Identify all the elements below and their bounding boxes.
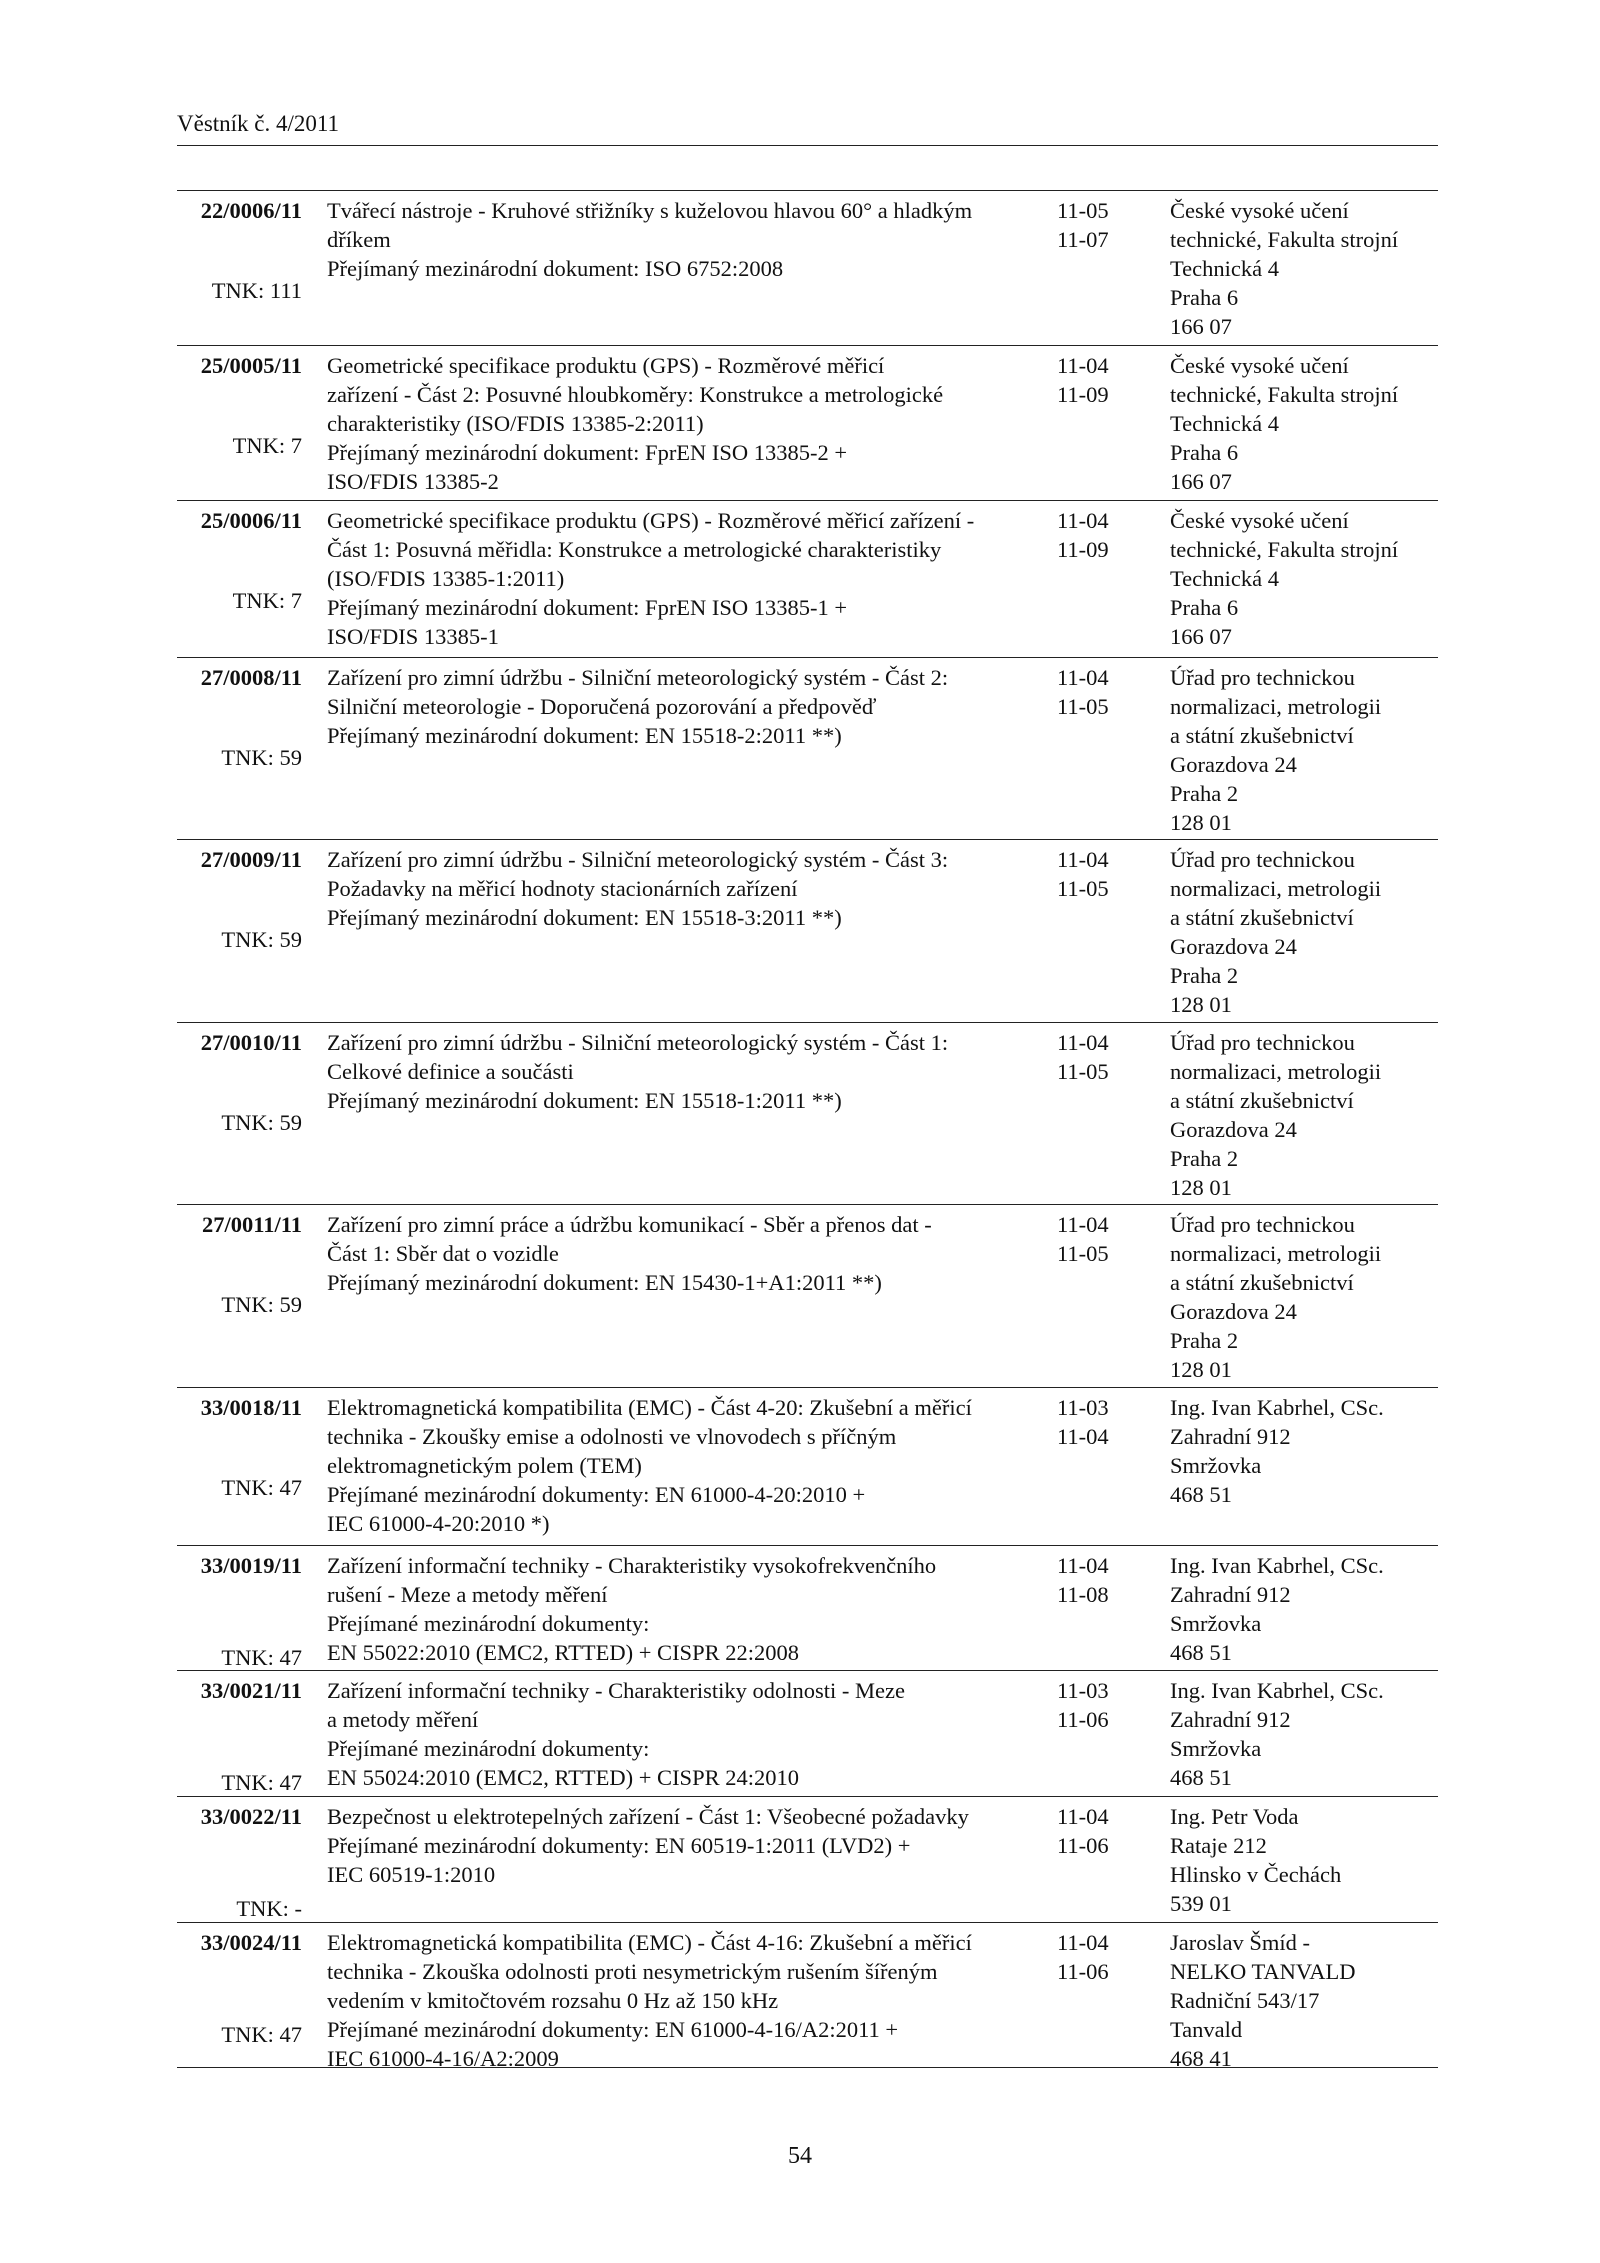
date-line: 11-04 [1057, 508, 1109, 533]
address-line: Ing. Ivan Kabrhel, CSc. [1170, 1678, 1384, 1703]
table-row [177, 1022, 1438, 1204]
date-line: 11-05 [1057, 1059, 1109, 1084]
date-line: 11-07 [1057, 227, 1109, 252]
address-line: Smržovka [1170, 1736, 1262, 1761]
table-row [177, 1796, 1438, 1922]
address-line: Gorazdova 24 [1170, 934, 1297, 959]
title-line: EN 55022:2010 (EMC2, RTTED) + CISPR 22:2008 [327, 1640, 799, 1665]
title-line: Zařízení informační techniky - Charakteristiky vysokofrekvenčního [327, 1553, 937, 1578]
date-line: 11-05 [1057, 694, 1109, 719]
standard-title-cell [327, 1551, 1037, 1667]
title-line: Zařízení pro zimní údržbu - Silniční meteorologický systém - Část 2: [327, 665, 949, 690]
processor-address-cell [1170, 351, 1438, 496]
title-line: Přejímaný mezinárodní dokument: FprEN ISO 13385-2 + [327, 440, 848, 465]
address-line: Tanvald [1170, 2017, 1243, 2042]
title-line: Přejímaný mezinárodní dokument: ISO 6752:2008 [327, 256, 784, 281]
address-line: normalizaci, metrologii [1170, 1059, 1382, 1084]
address-line: Gorazdova 24 [1170, 1117, 1297, 1142]
dates-cell [1057, 351, 1147, 409]
address-line: Praha 6 [1170, 440, 1239, 465]
address-line: a státní zkušebnictví [1170, 905, 1354, 930]
table-row [177, 1922, 1438, 2071]
dates-cell [1057, 1802, 1147, 1860]
address-line: Technická 4 [1170, 256, 1279, 281]
record-id-cell [177, 1802, 302, 1921]
address-line: 128 01 [1170, 810, 1232, 835]
title-line: Elektromagnetická kompatibilita (EMC) - Část 4-16: Zkušební a měřicí [327, 1930, 972, 1955]
record-number: 33/0022/11 [200, 1804, 302, 1829]
title-line: EN 55024:2010 (EMC2, RTTED) + CISPR 24:2010 [327, 1765, 799, 1790]
record-number: 27/0010/11 [200, 1030, 302, 1055]
standard-title-cell [327, 1210, 1037, 1297]
dates-cell [1057, 1928, 1147, 1986]
record-id-cell [177, 1393, 302, 1500]
address-line: Úřad pro technickou [1170, 665, 1355, 690]
standard-title-cell [327, 845, 1037, 932]
date-line: 11-09 [1057, 382, 1109, 407]
record-id-cell [177, 1028, 302, 1135]
address-line: Zahradní 912 [1170, 1707, 1291, 1732]
address-line: 539 01 [1170, 1891, 1232, 1916]
address-line: Jaroslav Šmíd - [1170, 1930, 1310, 1955]
title-line: zařízení - Část 2: Posuvné hloubkoměry: Konstrukce a metrologické [327, 382, 944, 407]
record-number: 25/0005/11 [200, 353, 302, 378]
date-line: 11-04 [1057, 1424, 1109, 1449]
dates-cell [1057, 663, 1147, 721]
table-row [177, 839, 1438, 1022]
title-line: Přejímané mezinárodní dokumenty: EN 60519-1:2011 (LVD2) + [327, 1833, 911, 1858]
record-number: 22/0006/11 [200, 198, 302, 223]
address-line: Praha 6 [1170, 595, 1239, 620]
title-line: Požadavky na měřicí hodnoty stacionárních zařízení [327, 876, 798, 901]
record-id-cell [177, 1551, 302, 1670]
record-number: 27/0011/11 [201, 1212, 302, 1237]
date-line: 11-06 [1057, 1959, 1109, 1984]
title-line: Přejímané mezinárodní dokumenty: EN 61000-4-20:2010 + [327, 1482, 866, 1507]
title-line: ISO/FDIS 13385-1 [327, 624, 499, 649]
date-line: 11-04 [1057, 1030, 1109, 1055]
address-line: Gorazdova 24 [1170, 1299, 1297, 1324]
address-line: Praha 2 [1170, 781, 1239, 806]
address-line: Ing. Ivan Kabrhel, CSc. [1170, 1553, 1384, 1578]
processor-address-cell [1170, 1676, 1438, 1792]
standard-title-cell [327, 1676, 1037, 1792]
standard-title-cell [327, 1928, 1037, 2073]
address-line: Praha 2 [1170, 1146, 1239, 1171]
dates-cell [1057, 845, 1147, 903]
title-line: Část 1: Sběr dat o vozidle [327, 1241, 559, 1266]
title-line: Přejímaný mezinárodní dokument: EN 15518-3:2011 **) [327, 905, 842, 930]
processor-address-cell [1170, 1928, 1438, 2073]
address-line: Praha 6 [1170, 285, 1239, 310]
address-line: normalizaci, metrologii [1170, 876, 1382, 901]
title-line: Přejímané mezinárodní dokumenty: [327, 1736, 650, 1761]
date-line: 11-08 [1057, 1582, 1109, 1607]
tnk-code: TNK: 47 [221, 1475, 302, 1500]
record-id-cell [177, 1676, 302, 1795]
title-line: Zařízení pro zimní údržbu - Silniční meteorologický systém - Část 3: [327, 847, 949, 872]
dates-cell [1057, 1028, 1147, 1086]
tnk-code: TNK: 111 [211, 278, 302, 303]
title-line: rušení - Meze a metody měření [327, 1582, 608, 1607]
date-line: 11-04 [1057, 1804, 1109, 1829]
address-line: České vysoké učení [1170, 198, 1349, 223]
title-line: IEC 60519-1:2010 [327, 1862, 496, 1887]
address-line: 468 51 [1170, 1640, 1232, 1665]
standards-table [177, 190, 1438, 2071]
date-line: 11-09 [1057, 537, 1109, 562]
table-row [177, 345, 1438, 500]
tnk-code: TNK: 59 [221, 927, 302, 952]
record-id-cell [177, 351, 302, 458]
record-number: 33/0024/11 [200, 1930, 302, 1955]
processor-address-cell [1170, 845, 1438, 1019]
title-line: Silniční meteorologie - Doporučená pozorování a předpověď [327, 694, 877, 719]
title-line: Přejímaný mezinárodní dokument: FprEN ISO 13385-1 + [327, 595, 848, 620]
record-id-cell [177, 845, 302, 952]
record-id-cell [177, 1928, 302, 2047]
date-line: 11-06 [1057, 1707, 1109, 1732]
record-number: 27/0008/11 [200, 665, 302, 690]
table-row [177, 1545, 1438, 1670]
address-line: normalizaci, metrologii [1170, 1241, 1382, 1266]
processor-address-cell [1170, 1028, 1438, 1202]
address-line: technické, Fakulta strojní [1170, 227, 1399, 252]
table-row [177, 657, 1438, 839]
address-line: NELKO TANVALD [1170, 1959, 1356, 1984]
address-line: Zahradní 912 [1170, 1582, 1291, 1607]
address-line: 128 01 [1170, 992, 1232, 1017]
address-line: a státní zkušebnictví [1170, 1270, 1354, 1295]
standard-title-cell [327, 351, 1037, 496]
page-number: 54 [788, 2143, 812, 2169]
record-id-cell [177, 506, 302, 613]
processor-address-cell [1170, 196, 1438, 341]
standard-title-cell [327, 1028, 1037, 1115]
title-line: charakteristiky (ISO/FDIS 13385-2:2011) [327, 411, 704, 436]
address-line: České vysoké učení [1170, 508, 1349, 533]
title-line: (ISO/FDIS 13385-1:2011) [327, 566, 565, 591]
address-line: a státní zkušebnictví [1170, 1088, 1354, 1113]
address-line: technické, Fakulta strojní [1170, 382, 1399, 407]
title-line: vedením v kmitočtovém rozsahu 0 Hz až 150 kHz [327, 1988, 779, 2013]
record-number: 25/0006/11 [200, 508, 302, 533]
date-line: 11-03 [1057, 1395, 1109, 1420]
standard-title-cell [327, 1393, 1037, 1538]
tnk-code: TNK: 59 [221, 745, 302, 770]
address-line: Praha 2 [1170, 963, 1239, 988]
address-line: Radniční 543/17 [1170, 1988, 1320, 2013]
processor-address-cell [1170, 663, 1438, 837]
processor-address-cell [1170, 1802, 1438, 1918]
address-line: Hlinsko v Čechách [1170, 1862, 1342, 1887]
title-line: Geometrické specifikace produktu (GPS) - Rozměrové měřicí [327, 353, 885, 378]
date-line: 11-04 [1057, 353, 1109, 378]
title-line: Přejímaný mezinárodní dokument: EN 15518-1:2011 **) [327, 1088, 842, 1113]
record-number: 27/0009/11 [200, 847, 302, 872]
standard-title-cell [327, 663, 1037, 750]
date-line: 11-04 [1057, 847, 1109, 872]
record-id-cell [177, 1210, 302, 1317]
address-line: technické, Fakulta strojní [1170, 537, 1399, 562]
record-number: 33/0019/11 [200, 1553, 302, 1578]
table-row [177, 1670, 1438, 1796]
title-line: Bezpečnost u elektrotepelných zařízení - Část 1: Všeobecné požadavky [327, 1804, 969, 1829]
title-line: Celkové definice a součásti [327, 1059, 574, 1084]
title-line: Tvářecí nástroje - Kruhové střižníky s kuželovou hlavou 60° a hladkým [327, 198, 973, 223]
tnk-code: TNK: 47 [221, 1645, 302, 1670]
record-number: 33/0018/11 [200, 1395, 302, 1420]
address-line: Úřad pro technickou [1170, 847, 1355, 872]
dates-cell [1057, 1551, 1147, 1609]
title-line: technika - Zkoušky emise a odolnosti ve vlnovodech s příčným [327, 1424, 897, 1449]
table-row [177, 500, 1438, 657]
title-line: IEC 61000-4-20:2010 *) [327, 1511, 550, 1536]
address-line: Smržovka [1170, 1611, 1262, 1636]
table-row [177, 1387, 1438, 1545]
address-line: Ing. Ivan Kabrhel, CSc. [1170, 1395, 1384, 1420]
title-line: Přejímané mezinárodní dokumenty: [327, 1611, 650, 1636]
tnk-code: TNK: 59 [221, 1110, 302, 1135]
address-line: Praha 2 [1170, 1328, 1239, 1353]
date-line: 11-05 [1057, 1241, 1109, 1266]
address-line: 128 01 [1170, 1175, 1232, 1200]
title-line: Elektromagnetická kompatibilita (EMC) - Část 4-20: Zkušební a měřicí [327, 1395, 972, 1420]
address-line: České vysoké učení [1170, 353, 1349, 378]
title-line: Zařízení informační techniky - Charakteristiky odolnosti - Meze [327, 1678, 905, 1703]
date-line: 11-05 [1057, 876, 1109, 901]
title-line: technika - Zkouška odolnosti proti nesymetrickým rušením šířeným [327, 1959, 938, 1984]
record-number: 33/0021/11 [200, 1678, 302, 1703]
processor-address-cell [1170, 1551, 1438, 1667]
date-line: 11-06 [1057, 1833, 1109, 1858]
address-line: Ing. Petr Voda [1170, 1804, 1299, 1829]
address-line: 468 41 [1170, 2046, 1232, 2071]
date-line: 11-04 [1057, 665, 1109, 690]
date-line: 11-03 [1057, 1678, 1109, 1703]
title-line: Přejímaný mezinárodní dokument: EN 15430-1+A1:2011 **) [327, 1270, 882, 1295]
address-line: 468 51 [1170, 1765, 1232, 1790]
title-line: a metody měření [327, 1707, 479, 1732]
table-row [177, 190, 1438, 345]
address-line: normalizaci, metrologii [1170, 694, 1382, 719]
record-id-cell [177, 663, 302, 770]
address-line: 166 07 [1170, 469, 1232, 494]
table-row [177, 1204, 1438, 1387]
tnk-code: TNK: 47 [221, 2022, 302, 2047]
processor-address-cell [1170, 1393, 1438, 1509]
date-line: 11-04 [1057, 1553, 1109, 1578]
dates-cell [1057, 196, 1147, 254]
address-line: 128 01 [1170, 1357, 1232, 1382]
title-line: Geometrické specifikace produktu (GPS) - Rozměrové měřicí zařízení - [327, 508, 975, 533]
standard-title-cell [327, 506, 1037, 651]
title-line: dříkem [327, 227, 391, 252]
tnk-code: TNK: 47 [221, 1770, 302, 1795]
tnk-code: TNK: 7 [232, 433, 302, 458]
date-line: 11-04 [1057, 1930, 1109, 1955]
title-line: Zařízení pro zimní údržbu - Silniční meteorologický systém - Část 1: [327, 1030, 949, 1055]
address-line: Úřad pro technickou [1170, 1212, 1355, 1237]
address-line: Úřad pro technickou [1170, 1030, 1355, 1055]
address-line: Technická 4 [1170, 566, 1279, 591]
address-line: Smržovka [1170, 1453, 1262, 1478]
dates-cell [1057, 1210, 1147, 1268]
title-line: Zařízení pro zimní práce a údržbu komunikací - Sběr a přenos dat - [327, 1212, 932, 1237]
tnk-code: TNK: - [236, 1896, 302, 1921]
dates-cell [1057, 1393, 1147, 1451]
header-divider [177, 145, 1438, 146]
dates-cell [1057, 506, 1147, 564]
title-line: Část 1: Posuvná měřidla: Konstrukce a metrologické charakteristiky [327, 537, 942, 562]
processor-address-cell [1170, 1210, 1438, 1384]
address-line: Zahradní 912 [1170, 1424, 1291, 1449]
title-line: ISO/FDIS 13385-2 [327, 469, 499, 494]
tnk-code: TNK: 59 [221, 1292, 302, 1317]
date-line: 11-04 [1057, 1212, 1109, 1237]
title-line: IEC 61000-4-16/A2:2009 [327, 2046, 559, 2071]
title-line: elektromagnetickým polem (TEM) [327, 1453, 642, 1478]
date-line: 11-05 [1057, 198, 1109, 223]
processor-address-cell [1170, 506, 1438, 651]
standard-title-cell [327, 1802, 1037, 1889]
address-line: a státní zkušebnictví [1170, 723, 1354, 748]
address-line: 166 07 [1170, 314, 1232, 339]
title-line: Přejímaný mezinárodní dokument: EN 15518-2:2011 **) [327, 723, 842, 748]
standard-title-cell [327, 196, 1037, 283]
address-line: Gorazdova 24 [1170, 752, 1297, 777]
address-line: 468 51 [1170, 1482, 1232, 1507]
dates-cell [1057, 1676, 1147, 1734]
address-line: Rataje 212 [1170, 1833, 1267, 1858]
address-line: Technická 4 [1170, 411, 1279, 436]
address-line: 166 07 [1170, 624, 1232, 649]
record-id-cell [177, 196, 302, 303]
page-header-title: Věstník č. 4/2011 [177, 111, 340, 136]
title-line: Přejímané mezinárodní dokumenty: EN 61000-4-16/A2:2011 + [327, 2017, 899, 2042]
tnk-code: TNK: 7 [232, 588, 302, 613]
